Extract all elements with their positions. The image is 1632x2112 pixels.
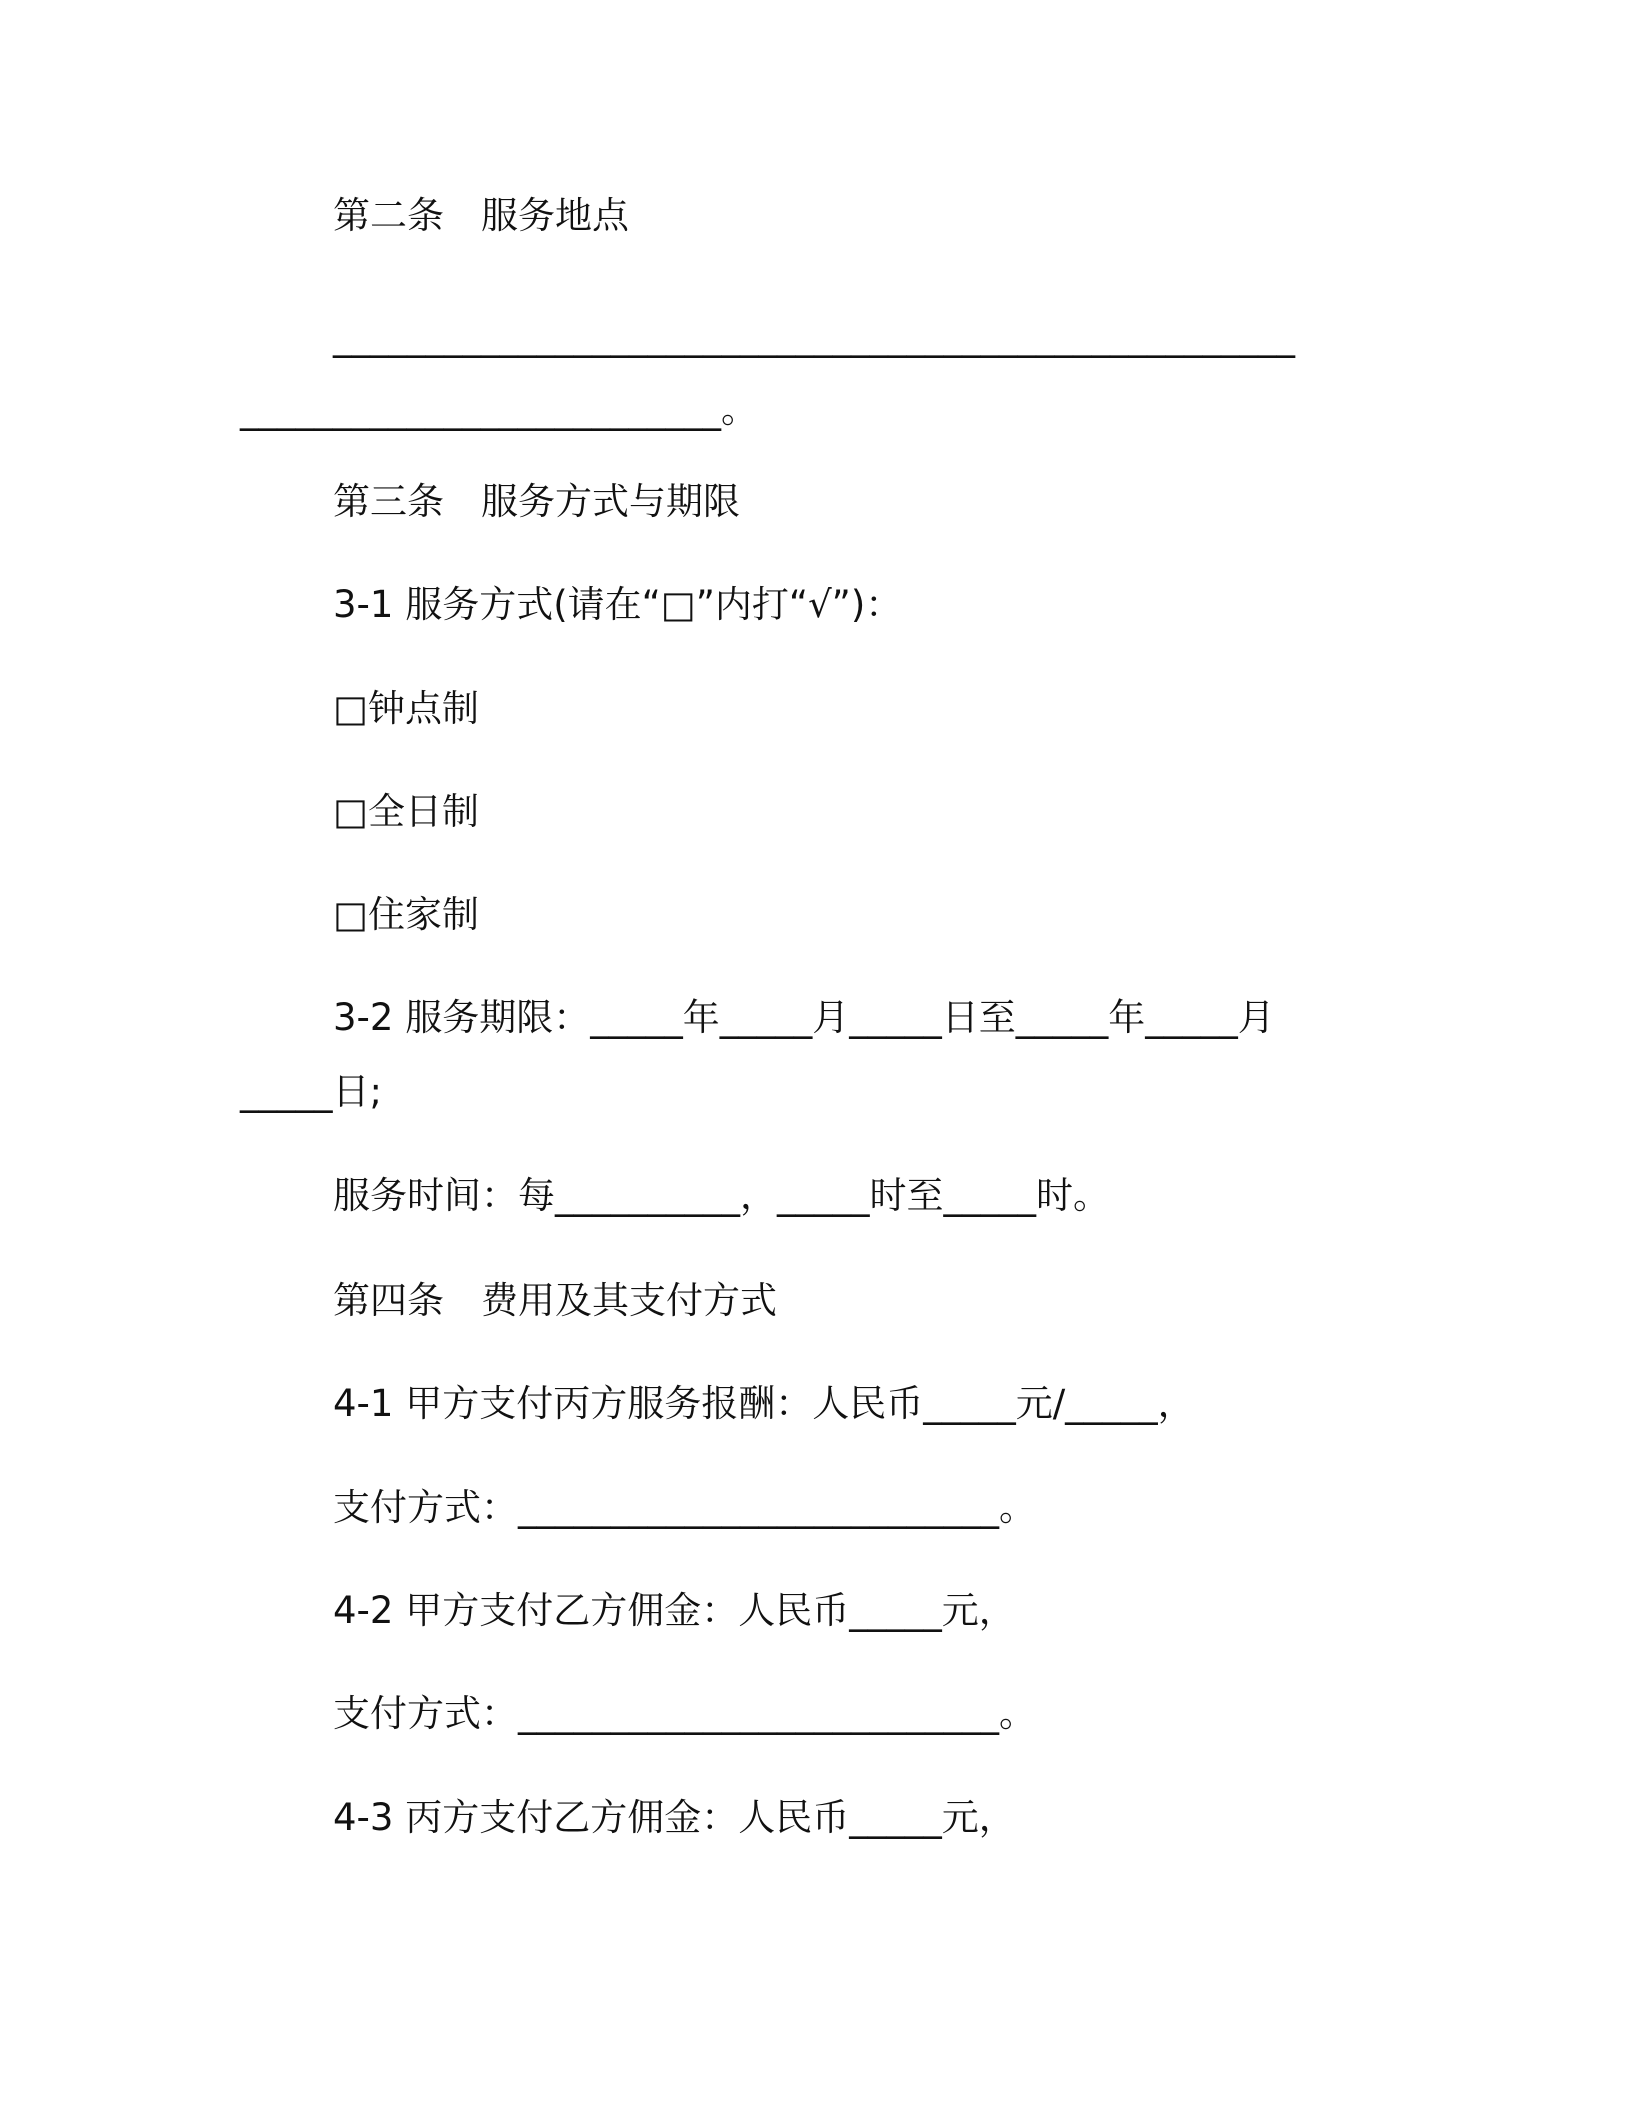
clause-4-1-payment: 支付方式：__________________________。 xyxy=(333,1486,1036,1529)
option-live-in: □住家制 xyxy=(333,893,479,936)
article-2-blank-line-1: ____________________________________________________ xyxy=(333,315,1295,358)
article-3-heading: 第三条 服务方式与期限 xyxy=(333,480,740,523)
option-hourly: □钟点制 xyxy=(333,687,479,730)
clause-3-2-line-1: 3-2 服务期限：_____年_____月_____日至_____年_____月 xyxy=(333,996,1275,1039)
clause-3-1: 3-1 服务方式(请在“□”内打“√”)： xyxy=(333,583,903,626)
article-2-heading: 第二条 服务地点 xyxy=(333,194,629,237)
article-4-heading: 第四条 费用及其支付方式 xyxy=(333,1279,777,1322)
option-full-day: □全日制 xyxy=(333,790,479,833)
clause-4-2: 4-2 甲方支付乙方佣金：人民币_____元， xyxy=(333,1589,1016,1632)
article-2-blank-line-2: __________________________。 xyxy=(240,388,758,431)
clause-4-3: 4-3 丙方支付乙方佣金：人民币_____元， xyxy=(333,1796,1016,1839)
service-time: 服务时间：每__________，_____时至_____时。 xyxy=(333,1174,1110,1217)
clause-4-1: 4-1 甲方支付丙方服务报酬：人民币_____元/_____， xyxy=(333,1382,1195,1425)
clause-3-2-line-2: _____日; xyxy=(240,1070,382,1113)
clause-4-2-payment: 支付方式：__________________________。 xyxy=(333,1692,1036,1735)
